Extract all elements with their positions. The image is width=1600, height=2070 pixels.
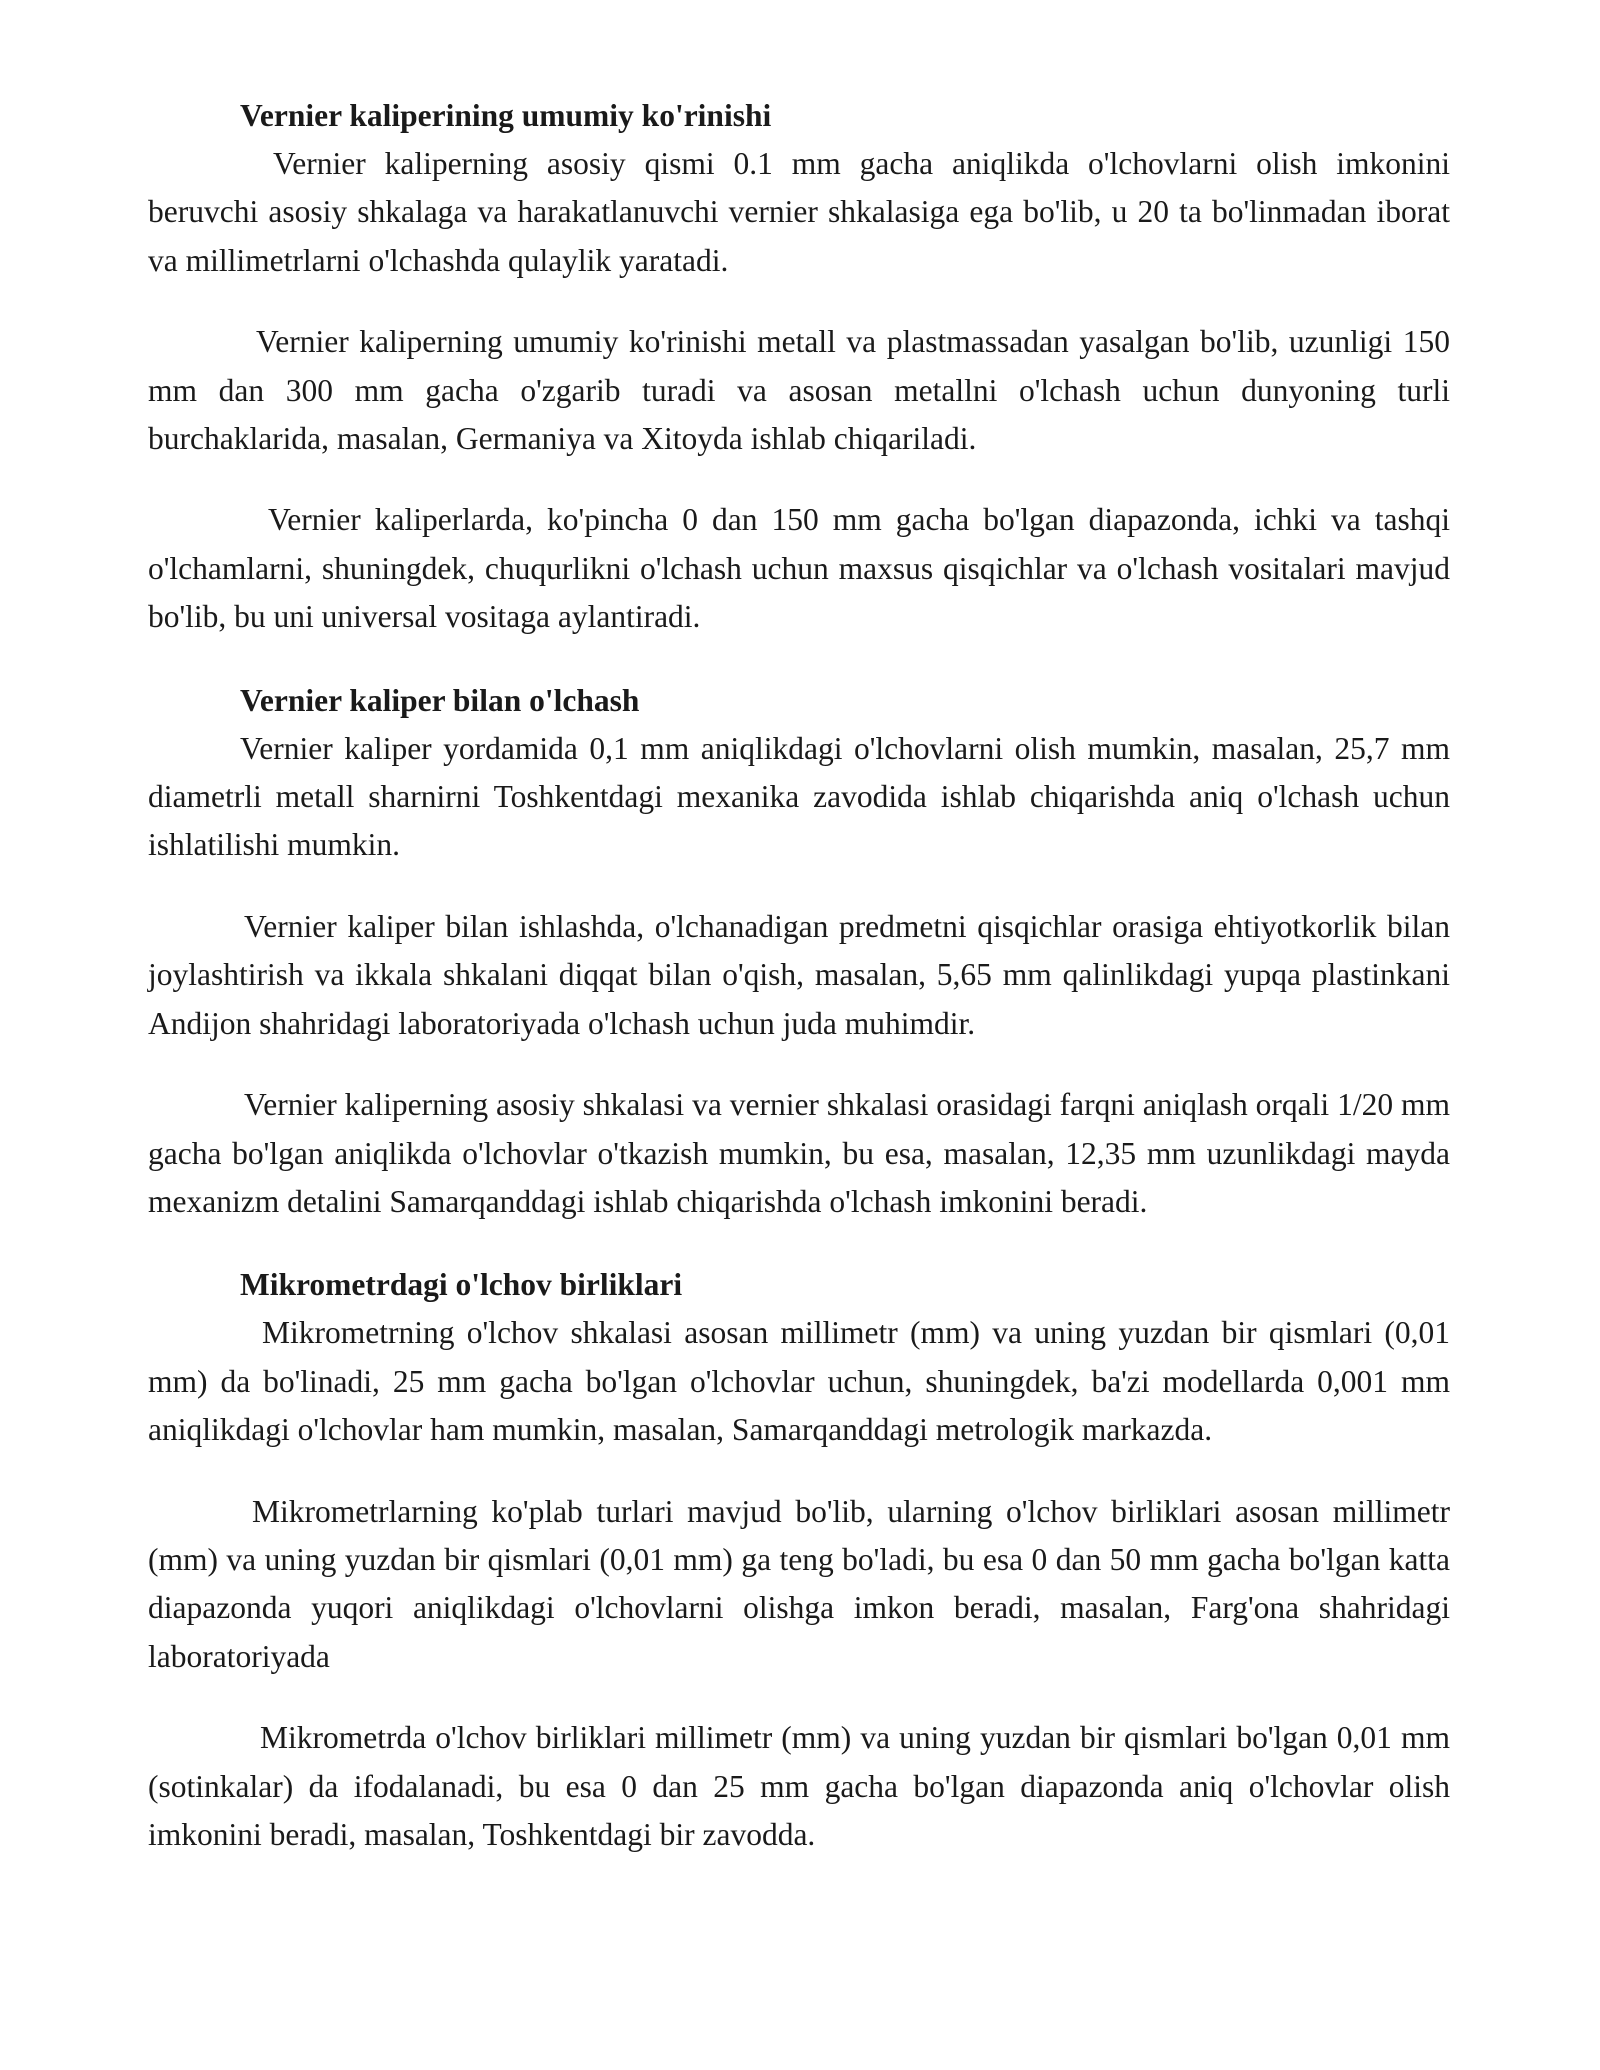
section-heading: Vernier kaliper bilan o'lchash: [240, 682, 640, 718]
document-body: [148, 92, 1450, 1859]
paragraph: Vernier kaliperlarda, ko'pincha 0 dan 150 mm gacha bo'lgan diapazonda, ichki va tashqi o'lchamlarni, shuningdek, chuqurlikni o'lchash uchun maxsus qisqichlar va o'lchash vositalari mavjud bo'lib, bu uni universal vositaga aylantiradi.: [148, 502, 1450, 635]
paragraph: Vernier kaliperning asosiy qismi 0.1 mm gacha aniqlikda o'lchovlarni olish imkonini beruvchi asosiy shkalaga va harakatlanuvchi vernier shkalasiga ega bo'lib, u 20 ta bo'linmadan iborat va millimetrlarni o'lchashda qulaylik yaratadi.: [148, 146, 1450, 278]
section-heading: Mikrometrdagi o'lchov birliklari: [240, 1267, 683, 1303]
paragraph: Vernier kaliperning asosiy shkalasi va vernier shkalasi orasidagi farqni aniqlash orqali 1/20 mm gacha bo'lgan aniqlikda o'lchovlar o'tkazish mumkin, bu esa, masalan, 12,35 mm uzunlikdagi mayda mexanizm detalini Samarqanddagi ishlab chiqarishda o'lchash imkonini beradi.: [148, 1087, 1450, 1219]
paragraph: Mikrometrda o'lchov birliklari millimetr (mm) va uning yuzdan bir qismlari bo'lgan 0,01 mm (sotinkalar) da ifodalanadi, bu esa 0 dan 25 mm gacha bo'lgan diapazonda aniq o'lchovlar olish imkonini beradi, masalan, Toshkentdagi bir zavodda.: [148, 1720, 1450, 1852]
paragraph: Vernier kaliper yordamida 0,1 mm aniqlikdagi o'lchovlarni olish mumkin, masalan, 25,7 mm diametrli metall sharnirni Toshkentdagi mexanika zavodida ishlab chiqarishda aniq o'lchash uchun ishlatilishi mumkin.: [148, 730, 1450, 863]
section-heading: Vernier kaliperining umumiy ko'rinishi: [240, 98, 772, 133]
paragraph: Mikrometrlarning ko'plab turlari mavjud bo'lib, ularning o'lchov birliklari asosan millimetr (mm) va uning yuzdan bir qismlari (0,01 mm) ga teng bo'ladi, bu esa 0 dan 50 mm gacha bo'lgan katta diapazonda yuqori aniqlikdagi o'lchovlarni olishga imkon beradi, masalan, Farg'ona shahridagi laboratoriyada: [148, 1493, 1450, 1674]
paragraph: Mikrometrning o'lchov shkalasi asosan millimetr (mm) va uning yuzdan bir qismlari (0,01 mm) da bo'linadi, 25 mm gacha bo'lgan o'lchovlar uchun, shuningdek, ba'zi modellarda 0,001 mm aniqlikdagi o'lchovlar ham mumkin, masalan, Samarqanddagi metrologik markazda.: [148, 1315, 1450, 1448]
paragraph: Vernier kaliper bilan ishlashda, o'lchanadigan predmetni qisqichlar orasiga ehtiyotkorlik bilan joylashtirish va ikkala shkalani diqqat bilan o'qish, masalan, 5,65 mm qalinlikdagi yupqa plastinkani Andijon shahridagi laboratoriyada o'lchash uchun juda muhimdir.: [148, 908, 1450, 1041]
paragraph: Vernier kaliperning umumiy ko'rinishi metall va plastmassadan yasalgan bo'lib, uzunligi 150 mm dan 300 mm gacha o'zgarib turadi va asosan metallni o'lchash uchun dunyoning turli burchaklarida, masalan, Germaniya va Xitoyda ishlab chiqariladi.: [148, 324, 1450, 457]
